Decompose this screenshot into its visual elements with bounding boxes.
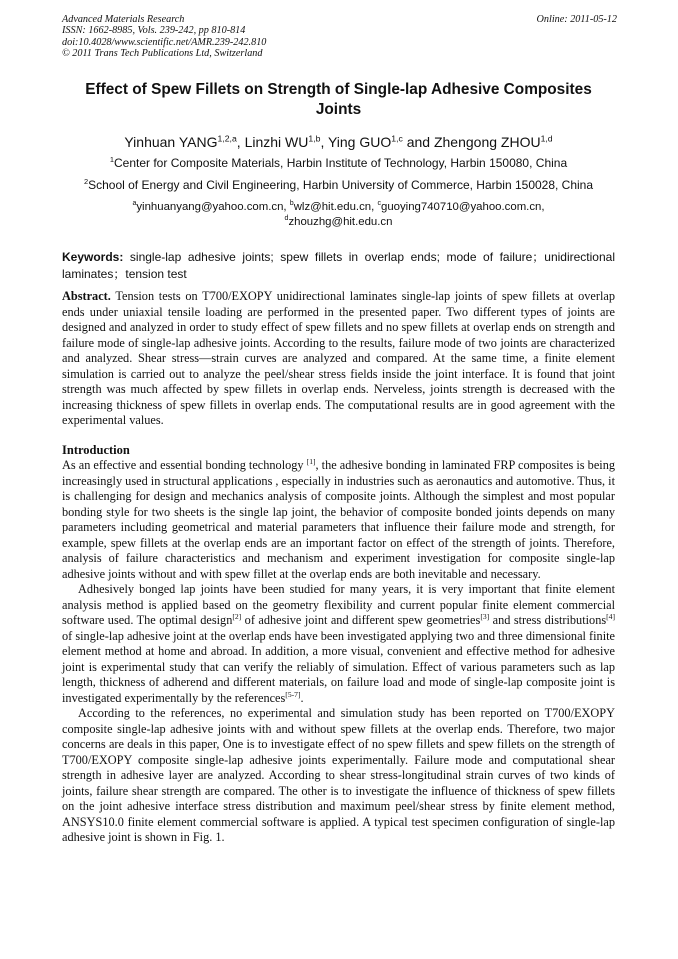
citation: [4] (606, 611, 615, 621)
intro-text: . (300, 690, 304, 705)
intro-text: of adhesive joint and different spew geometries (241, 613, 481, 627)
citation: [1] (306, 456, 316, 466)
abstract-text: Tension tests on T700/EXOPY unidirectional laminates single-lap joints of spew fillets at overlap ends under uniaxial tensile loading are performed in the presented paper. Two different types of joints are designed and analyzed in order to study effect of spew fillets and no spew fillets at overlap ends on strength and failure mode of single-lap adhesive joints. According to the results, failure mode of two joints are characterized and analyzed. Shear stress—strain curves are analyzed and compared. At the same time, a finite element simulation is carried out to analyze the peel/shear stress fields inside the joint interface. It is found that joint strength was much affected by spew fillets in overlap ends. Nerveless, joints strength is decreased with the increasing thickness of spew fillets in overlap ends. The computational results are in good agreement with the experimental values. (62, 289, 615, 427)
author-name: Ying GUO (327, 134, 392, 150)
intro-paragraph-3: According to the references, no experimental and simulation study has been reported on T700/EXOPY composite single-lap adhesive joints with and without spew fillets at the overlap ends. Therefore, two major concerns are deals in this paper, One is to investigate effect of no spew fillets and spew fillets on the strength of T700/EXOPY composite single-lap adhesive joints experimentally. Failure mode and computational shear strength in adhesive layer are analyzed. According to shear stress-longitudinal strain curves of two kinds of joints, failure shear strength are compared. The other is to investigate the influence of thickness of spew fillets on the joint adhesive interface stress distribution and maximum peel/shear stress by finite element method, ANSYS10.0 finite element commercial software is applied. A typical test specimen configuration of single-lap adhesive joint is shown in Fig. 1. (62, 706, 615, 844)
email-d: zhouzhg@hit.edu.cn (288, 216, 393, 228)
intro-text: As an effective and essential bonding technology (62, 458, 307, 472)
intro-paragraph-2 (62, 582, 615, 706)
copyright-line: © 2011 Trans Tech Publications Ltd, Switzerland (62, 48, 263, 60)
journal-header (62, 14, 617, 60)
section-heading-introduction: Introduction (62, 443, 130, 457)
author-sup: 1,b (308, 133, 321, 144)
intro-paragraph-1 (62, 458, 615, 582)
abstract-label: Abstract. (62, 289, 111, 303)
citation: [2] (232, 611, 242, 621)
intro-text: of single-lap adhesive joint at the overlap ends have been investigated applying two and three dimensional finite element method at home and abroad. In addition, a more visual, convenient and effective method for adhesive joint is experimental study that can verify the reliably of simulation. Effect of various parameters such as lap length, thickness of adherend and different materials, on failure load and mode of single-lap composite joint is investigated experimentally by the references (62, 628, 615, 705)
keywords (62, 249, 615, 282)
affiliation-2 (62, 178, 615, 193)
affiliation-number: 2 (83, 177, 89, 186)
keywords-label: Keywords: (62, 250, 124, 264)
introduction-body (62, 458, 615, 846)
intro-text: and stress distributions (489, 613, 607, 627)
affiliation-text: Center for Composite Materials, Harbin Institute of Technology, Harbin 150080, China (114, 156, 568, 170)
email-sup: d (284, 215, 289, 223)
author-name: Zhengong ZHOU (433, 134, 541, 150)
author-name: Yinhuan YANG (124, 134, 218, 150)
doi-line: doi:10.4028/www.scientific.net/AMR.239-242.810 (62, 36, 267, 48)
email-c: guoying740710@yahoo.com.cn, (380, 201, 545, 213)
author-sep: , (236, 134, 245, 150)
email-a: yinhuanyang@yahoo.com.cn, (136, 201, 290, 213)
author-sep: , (320, 134, 328, 150)
journal-name: Advanced Materials Research (62, 14, 185, 25)
author-sep: and (402, 134, 434, 150)
citation: [5-7] (285, 689, 301, 699)
online-date: Online: 2011-05-12 (536, 14, 617, 25)
email-sup: b (289, 200, 294, 208)
intro-text: , the adhesive bonding in laminated FRP composites is being increasingly used in structural applications , especially in industries such as aeronautics and automotive. Thus, it is challenging for design and mechanics analysis of composite joints. Although the simplest and most popular bonding style for two sheets is the single lap joint, the behavior of composite bonded joints depends on many parameters including geometrical and material parameters that influence their failure mode and strength, for example, spew fillets at the overlap ends are an important factor on effect of the strength of joints. Therefore, analysis of failure characteristics and mechanism and experiment investigation for composite single-lap adhesive joints without and with spew fillet at the overlap ends are both inevitable and necessary. (62, 458, 615, 581)
author-name: Linzhi WU (244, 134, 309, 150)
abstract (62, 289, 615, 429)
email-sup: c (377, 200, 381, 208)
intro-text: Adhesively bonged lap joints have been studied for many years, it is very important that finite element analysis method is applied based on the geometry flexibility and current popular finite element commercial software used. The optimal design (62, 582, 615, 627)
affiliation-number: 1 (109, 155, 114, 164)
issn-line: ISSN: 1662-8985, Vols. 239-242, pp 810-814 (62, 25, 246, 37)
paper-title: Effect of Spew Fillets on Strength of Single-lap Adhesive Composites Joints (85, 81, 592, 118)
email-sup: a (132, 200, 137, 208)
author-sup: 1,c (391, 133, 403, 144)
author-sup: 1,2,a (217, 133, 237, 144)
author-list (62, 133, 615, 151)
author-emails (62, 200, 615, 230)
affiliation-text: School of Energy and Civil Engineering, Harbin University of Commerce, Harbin 150028, China (88, 178, 594, 192)
affiliation-1 (62, 156, 615, 171)
email-b: wlz@hit.edu.cn, (293, 201, 378, 213)
keywords-text: single-lap adhesive joints; spew fillets in overlap ends; mode of failure；unidirectional laminates；tension test (62, 250, 615, 281)
citation: [3] (480, 611, 490, 621)
author-sup: 1,d (540, 133, 553, 144)
